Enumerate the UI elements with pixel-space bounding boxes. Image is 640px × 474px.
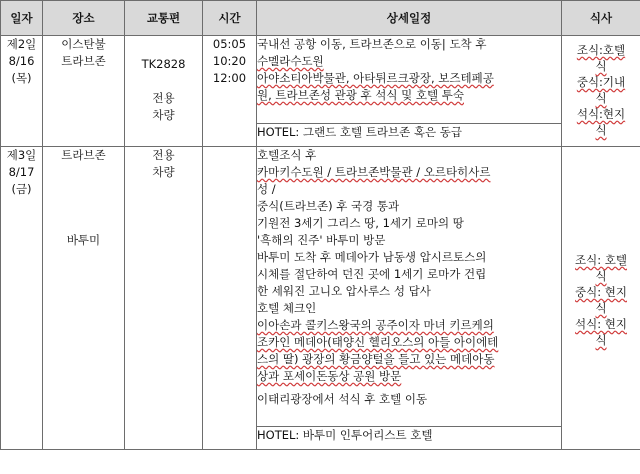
day2-date-cell [1,36,43,147]
day3-day-label: 제3일 [6,148,37,162]
day3-meals-cell [562,147,640,450]
day3-detail-line: 기원전 3세기 그리스 땅, 1세기 로마의 땅 [257,216,464,230]
day2-transport-cell [125,36,203,147]
day2-place-1: 이스탄불 [61,37,106,51]
day3-place-1: 트라브존 [61,148,106,162]
day2-meal-line: 석식:현지 [576,107,626,121]
day3-detail-line: 호텔 체크인 [257,301,317,315]
day3-meal-line: 석식: 현지 [575,317,627,331]
day2-meal-line: 식 [595,91,607,105]
day3-meal-line: 조식: 호텔 [575,253,627,267]
day2-detail-line: 수멜라수도원 [257,54,324,68]
header-details: 상세일정 [257,1,562,36]
day3-meal-line: 식 [595,269,607,283]
day2-row [1,36,640,124]
day3-weekday-label: (금) [11,182,32,196]
day2-detail-line: 원, 트라브존성 관광 후 석식 및 호텔 투숙 [257,88,464,102]
day2-detail-line: 아야소티아박물관, 아타튀르크광장, 보즈테페공 [257,71,494,85]
day3-meal-line: 식 [595,333,607,347]
day2-date-label: 8/16 [8,54,35,68]
day3-detail-line: 시체를 절단하여 던진 곳에 1세기 로마가 건립 [257,267,487,281]
day3-detail-line: 상과 포세이돈동상 공원 방문 [257,369,402,383]
header-time: 시간 [203,1,257,36]
day3-date-label: 8/17 [8,165,35,179]
day2-meal-line: 식 [595,59,607,73]
header-meals: 식사 [562,1,640,36]
header-transport: 교통편 [125,1,203,36]
day3-detail-line: 조카인 메데아(태양신 헬리오스의 아들 아이에테 [257,335,499,349]
day3-detail-line: 중식(트라브존) 후 국경 통과 [257,199,400,213]
day3-hotel: HOTEL: 바투미 인투어리스트 호텔 [257,427,562,450]
day2-weekday-label: (목) [11,71,32,85]
day3-transport-2: 차량 [152,165,175,179]
day2-hotel: HOTEL: 그랜드 호텔 트라브존 혹은 동급 [257,124,562,147]
day3-detail-line: 카마키수도원 / 트라브존박물관 / 오르타히사르 [257,165,491,179]
header-row [1,1,640,36]
day2-transport-2: 차량 [152,108,175,122]
day2-time-cell [203,36,257,147]
day3-detail-line: 이태리광장에서 석식 후 호텔 이동 [257,392,428,406]
day3-transport-cell [125,147,203,450]
header-place: 장소 [43,1,125,36]
day2-meal-line: 조식:호텔 [576,43,626,57]
day2-meal-line: 중식:기내 [576,75,626,89]
day3-detail-line: 바투미 도착 후 메데아가 남동생 압시르토스의 [257,250,487,264]
day3-transport-1: 전용 [152,148,175,162]
day3-date-cell [1,147,43,450]
day3-details-cell [257,147,562,427]
day3-meal-line: 중식: 현지 [575,285,627,299]
day2-transport-1: 전용 [152,91,175,105]
day2-day-label: 제2일 [6,37,37,51]
day3-time-cell [203,147,257,450]
day3-detail-line: 호텔조식 후 [257,148,317,162]
day3-detail-line: '흑해의 진주' 바투미 방문 [257,233,386,247]
day2-time-1: 05:05 [212,37,247,51]
day2-meals-cell [562,36,640,147]
day3-place-2: 바투미 [66,233,101,247]
day3-meal-line: 식 [595,301,607,315]
day3-detail-line: 스의 딸) 광장의 황금양털을 들고 있는 메데아동 [257,352,495,366]
day2-place-2: 트라브존 [61,54,106,68]
day2-time-2: 10:20 [212,54,247,68]
day3-detail-line: 이아손과 콜키스왕국의 공주이자 마녀 키르케의 [257,318,494,332]
day2-place-cell [43,36,125,147]
day3-place-cell [43,147,125,450]
day2-time-3: 12:00 [212,71,247,85]
day3-detail-line: 한 세워진 고니오 압사루스 성 답사 [257,284,431,298]
day2-meal-line: 식 [595,123,607,137]
day3-detail-line: 성 / [257,182,276,196]
day2-flight-number: TK2828 [141,57,186,71]
day2-details-cell [257,36,562,124]
header-date: 일자 [1,1,43,36]
day3-row [1,147,640,427]
day2-detail-line: 국내선 공항 이동, 트라브존으로 이동| 도착 후 [257,37,487,51]
